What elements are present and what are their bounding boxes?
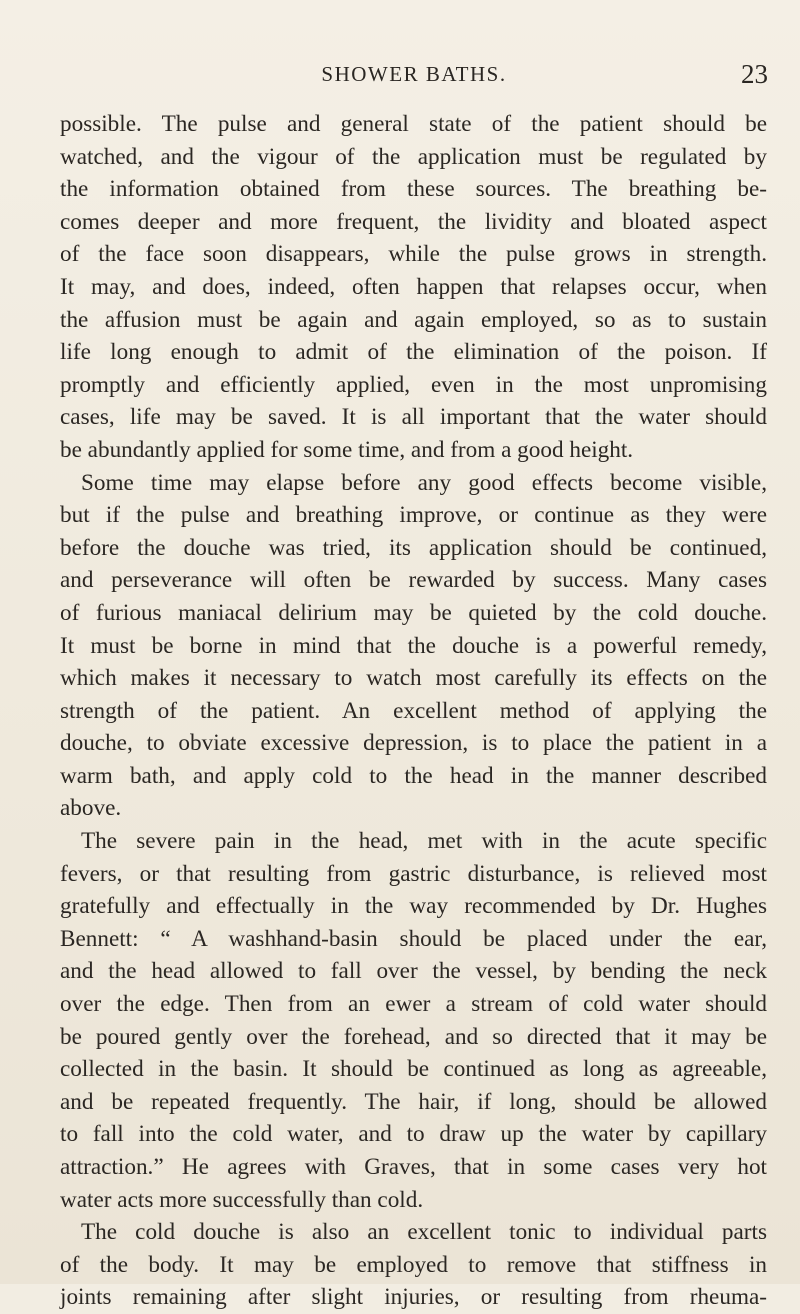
text-line: and be repeated frequently. The hair, if long, should be allowed	[60, 1088, 767, 1115]
text-line: be poured gently over the forehead, and so directed that it may be	[60, 1023, 767, 1050]
running-head	[60, 59, 768, 92]
text-line: the affusion must be again and again employed, so as to sustain	[60, 306, 767, 333]
text-line: attraction.” He agrees with Graves, that in some cases very hot	[60, 1154, 767, 1180]
paragraph	[60, 825, 767, 1216]
text-line: life long enough to admit of the elimination of the poison. If	[60, 339, 767, 366]
text-line: above.	[60, 795, 122, 822]
text-line: cases, life may be saved. It is all important that the water should	[60, 404, 767, 431]
text-line: warm bath, and apply cold to the head in the manner described	[60, 762, 767, 789]
text-line: before the douche was tried, its application should be continued,	[60, 534, 767, 561]
text-line: The cold douche is also an excellent tonic to individual parts	[81, 1219, 767, 1246]
text-line: fevers, or that resulting from gastric disturbance, is relieved most	[60, 860, 767, 887]
text-line: which makes it necessary to watch most carefully its effects on the	[60, 665, 767, 692]
text-line: watched, and the vigour of the application must be regulated by	[60, 143, 767, 170]
text-line: the information obtained from these sources. The breathing be-	[60, 176, 767, 203]
text-line: It must be borne in mind that the douche is a powerful remedy,	[60, 632, 767, 659]
paragraph	[60, 108, 767, 467]
text-line: The severe pain in the head, met with in the acute specific	[81, 828, 767, 855]
text-line: possible. The pulse and general state of the patient should be	[60, 111, 767, 137]
text-line: joints remaining after slight injuries, or resulting from rheuma-	[60, 1284, 767, 1311]
text-line: Bennett: “ A washhand-basin should be placed under the ear,	[60, 925, 767, 952]
running-title: SHOWER BATHS.	[321, 62, 507, 86]
text-line: be abundantly applied for some time, and from a good height.	[60, 436, 634, 463]
text-line: of the face soon disappears, while the pulse grows in strength.	[60, 241, 767, 268]
text-line: Some time may elapse before any good effects become visible,	[81, 469, 767, 496]
page-number: 23	[741, 59, 768, 89]
text-line: collected in the basin. It should be continued as long as agreeable,	[60, 1056, 767, 1083]
text-line: over the edge. Then from an ewer a stream of cold water should	[60, 991, 767, 1018]
text-line: comes deeper and more frequent, the lividity and bloated aspect	[60, 208, 767, 235]
text-line: water acts more successfully than cold.	[60, 1186, 424, 1213]
text-line: and perseverance will often be rewarded by success. Many cases	[60, 567, 767, 594]
body-text	[60, 108, 767, 1314]
text-line: to fall into the cold water, and to draw up the water by capillary	[60, 1121, 767, 1148]
text-line: It may, and does, indeed, often happen that relapses occur, when	[60, 273, 767, 300]
paragraph	[60, 1216, 767, 1314]
text-line: gratefully and effectually in the way recommended by Dr. Hughes	[60, 893, 767, 920]
text-line: strength of the patient. An excellent method of applying the	[60, 697, 767, 724]
text-line: but if the pulse and breathing improve, or continue as they were	[60, 502, 767, 529]
text-line: of furious maniacal delirium may be quieted by the cold douche.	[60, 599, 767, 626]
text-line: of the body. It may be employed to remove that stiffness in	[60, 1251, 767, 1278]
text-line: and the head allowed to fall over the vessel, by bending the neck	[60, 958, 767, 985]
text-line: promptly and efficiently applied, even in the most unpromising	[60, 371, 767, 398]
text-line: douche, to obviate excessive depression, is to place the patient in a	[60, 730, 767, 757]
paragraph	[60, 467, 767, 826]
